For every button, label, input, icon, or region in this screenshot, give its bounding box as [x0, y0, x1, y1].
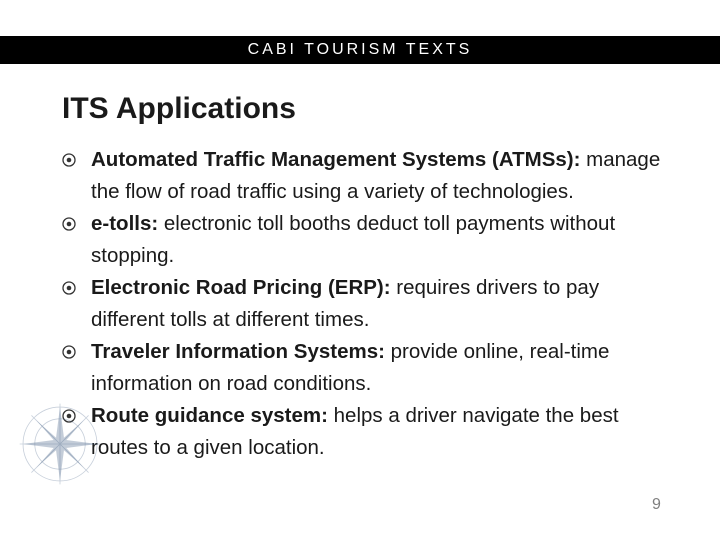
bullet-text: manage the flow of road traffic using a variety of technologies. [91, 148, 661, 203]
bullet-term: Route guidance system: [91, 404, 328, 427]
slide-title: ITS Applications [62, 92, 296, 125]
bullet-item [62, 272, 662, 336]
bullet-text: electronic toll booths deduct toll payments without stopping. [91, 212, 616, 267]
bullet-item [62, 400, 662, 464]
bullet-text: provide online, real-time information on road conditions. [91, 340, 610, 395]
header-text: CABI TOURISM TEXTS [247, 41, 473, 58]
page-number: 9 [652, 496, 661, 513]
target-bullet-icon [62, 217, 76, 231]
bullet-term: Electronic Road Pricing (ERP): [91, 276, 391, 299]
bullet-term: Automated Traffic Management Systems (ATMSs): [91, 148, 581, 171]
compass-rose-icon [18, 402, 102, 486]
bullet-term: e-tolls: [91, 212, 159, 235]
bullet-term: Traveler Information Systems: [91, 340, 385, 363]
target-bullet-icon [62, 153, 76, 167]
target-bullet-icon [62, 345, 76, 359]
bullet-item [62, 144, 662, 208]
bullet-text: requires drivers to pay different tolls at different times. [91, 276, 600, 331]
bullet-item [62, 336, 662, 400]
bullet-text: helps a driver navigate the best routes to a given location. [91, 404, 619, 459]
bullet-list [62, 144, 662, 464]
target-bullet-icon [62, 281, 76, 295]
bullet-item [62, 208, 662, 272]
header-bar [0, 36, 720, 64]
